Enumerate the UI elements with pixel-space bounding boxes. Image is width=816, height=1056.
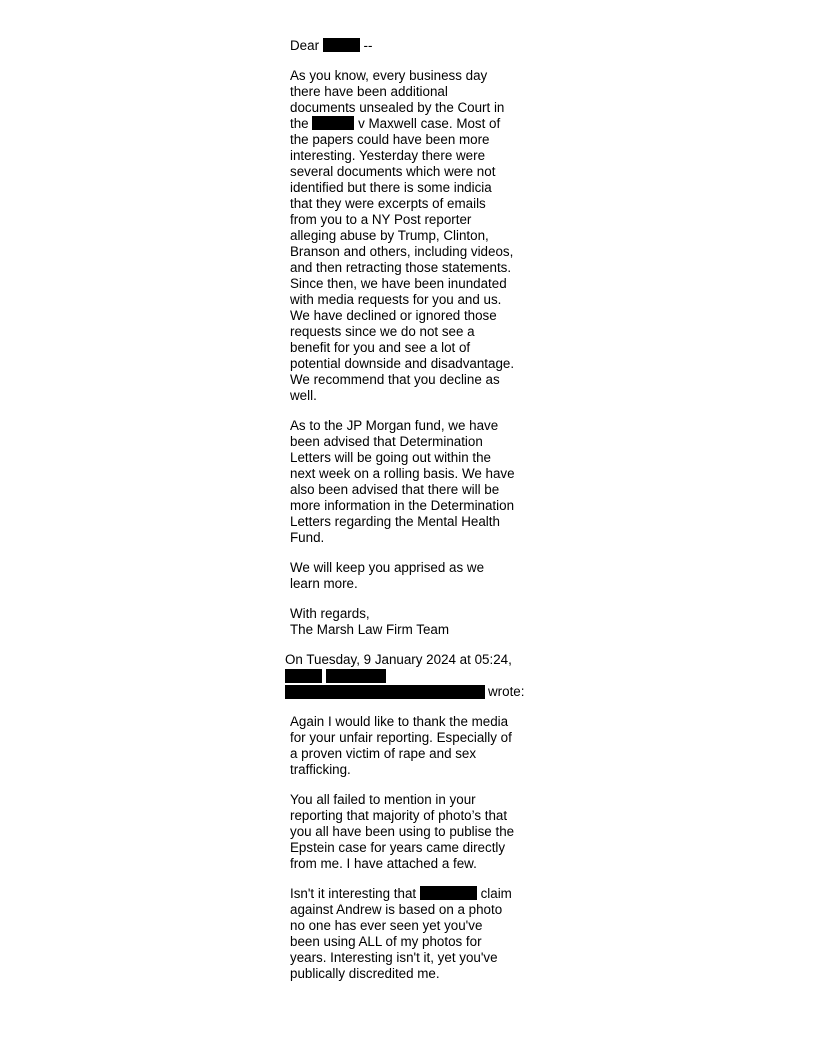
text-line: there have been additional bbox=[290, 84, 448, 99]
text-line: learn more. bbox=[290, 576, 358, 591]
quote-header-date: On Tuesday, 9 January 2024 at 05:24, bbox=[285, 652, 512, 667]
closing: With regards, bbox=[290, 606, 370, 621]
redacted-name bbox=[420, 886, 477, 900]
text-line: Letters regarding the Mental Health bbox=[290, 514, 500, 529]
text-line: the papers could have been more bbox=[290, 132, 490, 147]
text-line: more information in the Determination bbox=[290, 498, 515, 513]
redacted-sender-first-name bbox=[285, 669, 322, 683]
text-line: next week on a rolling basis. We have bbox=[290, 466, 515, 481]
text-line: Branson and others, including videos, bbox=[290, 244, 514, 259]
text-line: interesting. Yesterday there were bbox=[290, 148, 486, 163]
text-line: requests since we do not see a bbox=[290, 324, 475, 339]
text-segment: v Maxwell case. Most of bbox=[358, 116, 501, 131]
text-line: been using ALL of my photos for bbox=[290, 934, 482, 949]
text-line: You all failed to mention in your bbox=[290, 792, 476, 807]
text-line: and then retracting those statements. bbox=[290, 260, 512, 275]
redacted-name bbox=[323, 38, 360, 52]
text-line: been advised that Determination bbox=[290, 434, 483, 449]
text-line: that they were excerpts of emails bbox=[290, 196, 486, 211]
text-line-redacted bbox=[290, 116, 500, 132]
redacted-plaintiff bbox=[312, 116, 354, 130]
text-line: years. Interesting isn't it, yet you've bbox=[290, 950, 498, 965]
text-line: Fund. bbox=[290, 530, 325, 545]
text-line: documents unsealed by the Court in bbox=[290, 100, 505, 115]
text-line: for your unfair reporting. Especially of bbox=[290, 730, 512, 745]
text-line: from me. I have attached a few. bbox=[290, 856, 477, 871]
text-line: As to the JP Morgan fund, we have bbox=[290, 418, 499, 433]
text-line: As you know, every business day bbox=[290, 68, 488, 83]
text-segment: the bbox=[290, 116, 309, 131]
text-line: Letters will be going out within the bbox=[290, 450, 491, 465]
text-line: Again I would like to thank the media bbox=[290, 714, 509, 729]
text-line: you all have been using to publise the bbox=[290, 824, 515, 839]
text-line: also been advised that there will be bbox=[290, 482, 500, 497]
text-line: We will keep you apprised as we bbox=[290, 560, 485, 575]
signature: The Marsh Law Firm Team bbox=[290, 622, 449, 637]
text-line-redacted bbox=[290, 886, 512, 902]
text-line: several documents which were not bbox=[290, 164, 496, 179]
text-line: alleging abuse by Trump, Clinton, bbox=[290, 228, 489, 243]
redacted-sender-email bbox=[285, 685, 485, 699]
greeting-suffix: -- bbox=[363, 38, 373, 53]
text-line: reporting that majority of photo’s that bbox=[290, 808, 508, 823]
text-line: Epstein case for years came directly bbox=[290, 840, 506, 855]
text-segment: Isn't it interesting that bbox=[290, 886, 417, 901]
greeting-line bbox=[290, 38, 372, 54]
text-line: trafficking. bbox=[290, 762, 351, 777]
text-line: from you to a NY Post reporter bbox=[290, 212, 472, 227]
text-line: publically discredited me. bbox=[290, 966, 440, 981]
text-line: with media requests for you and us. bbox=[290, 292, 502, 307]
greeting-prefix: Dear bbox=[290, 38, 320, 53]
text-line: We recommend that you decline as bbox=[290, 372, 500, 387]
text-line: Since then, we have been inundated bbox=[290, 276, 507, 291]
text-line: benefit for you and see a lot of bbox=[290, 340, 471, 355]
text-line: well. bbox=[290, 388, 317, 403]
text-line: potential downside and disadvantage. bbox=[290, 356, 515, 371]
text-segment: claim bbox=[480, 886, 512, 901]
text-line: identified but there is some indicia bbox=[290, 180, 492, 195]
text-line: a proven victim of rape and sex bbox=[290, 746, 477, 761]
text-line: no one has ever seen yet you've bbox=[290, 918, 483, 933]
text-line: against Andrew is based on a photo bbox=[290, 902, 503, 917]
redacted-sender-last-name bbox=[326, 669, 386, 683]
quote-header-wrote: wrote: bbox=[488, 684, 525, 699]
text-line: We have declined or ignored those bbox=[290, 308, 497, 323]
